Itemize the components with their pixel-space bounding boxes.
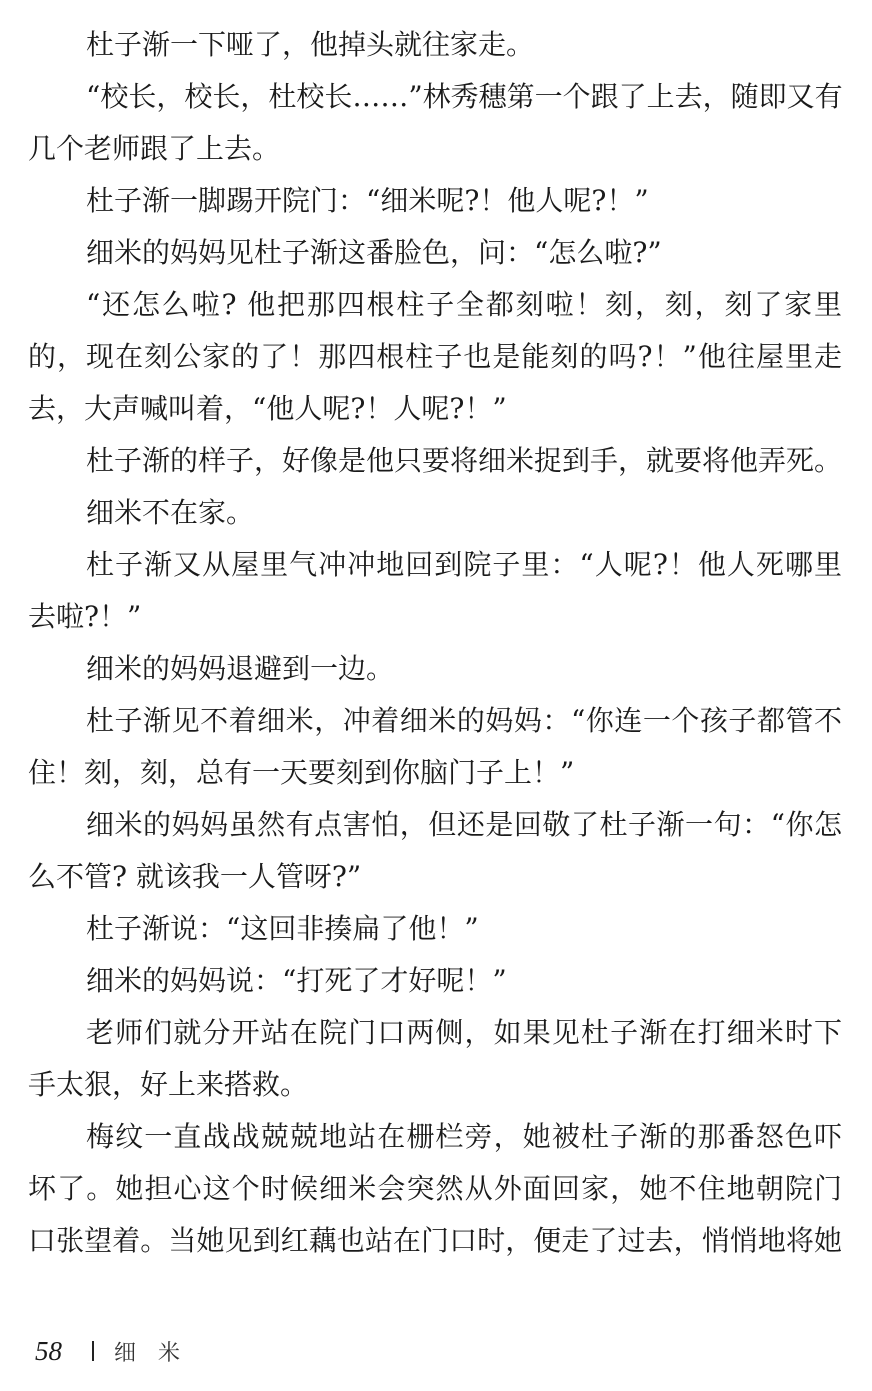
text-line: 去啦?！” <box>28 600 142 633</box>
paragraph <box>28 19 842 71</box>
paragraph <box>28 487 842 539</box>
paragraph <box>28 799 842 903</box>
paragraph <box>28 227 842 279</box>
paragraph <box>28 435 842 487</box>
paragraph <box>28 175 842 227</box>
text-line: 老师们就分开站在院门口两侧，如果见杜子渐在打细米时下 <box>86 1016 842 1049</box>
text-line: 梅纹一直战战兢兢地站在栅栏旁，她被杜子渐的那番怒色吓 <box>86 1120 842 1153</box>
page-footer <box>35 1333 202 1369</box>
text-line: 杜子渐一下哑了，他掉头就往家走。 <box>86 28 535 61</box>
running-title: 细米 <box>114 1340 203 1366</box>
paragraph <box>28 695 842 799</box>
text-line: 杜子渐见不着细米，冲着细米的妈妈：“你连一个孩子都管不 <box>86 704 842 737</box>
text-line: 杜子渐一脚踢开院门：“细米呢?！他人呢?！” <box>86 184 649 217</box>
footer-divider <box>92 1341 94 1361</box>
paragraph <box>28 1111 842 1267</box>
text-line: 手太狠，好上来搭救。 <box>28 1068 309 1101</box>
paragraph <box>28 1007 842 1111</box>
text-line: 几个老师跟了上去。 <box>28 132 281 165</box>
page-number: 58 <box>35 1335 62 1366</box>
text-line: 口张望着。当她见到红藕也站在门口时，便走了过去，悄悄地将她 <box>28 1224 842 1257</box>
text-line: “校长，校长，杜校长……”林秀穗第一个跟了上去，随即又有 <box>86 80 843 113</box>
text-line: 细米的妈妈虽然有点害怕，但还是回敬了杜子渐一句：“你怎 <box>86 808 842 841</box>
text-line: 细米的妈妈说：“打死了才好呢！” <box>86 964 507 997</box>
text-line: 杜子渐又从屋里气冲冲地回到院子里：“人呢?！他人死哪里 <box>86 548 842 581</box>
text-line: 细米的妈妈退避到一边。 <box>86 652 395 685</box>
text-line: 细米的妈妈见杜子渐这番脸色，问：“怎么啦?” <box>86 236 662 269</box>
paragraph <box>28 279 842 435</box>
text-line: 杜子渐的样子，好像是他只要将细米捉到手，就要将他弄死。 <box>86 444 843 477</box>
text-line: 去，大声喊叫着，“他人呢?！人呢?！” <box>28 392 507 425</box>
text-line: 住！刻，刻，总有一天要刻到你脑门子上！” <box>28 756 575 789</box>
text-line: 坏了。她担心这个时候细米会突然从外面回家，她不住地朝院门 <box>28 1172 842 1205</box>
text-line: 么不管? 就该我一人管呀?” <box>28 860 362 893</box>
text-line: 的，现在刻公家的了！那四根柱子也是能刻的吗?！”他往屋里走 <box>28 340 842 373</box>
paragraph <box>28 643 842 695</box>
text-line: “还怎么啦? 他把那四根柱子全都刻啦！刻，刻，刻了家里 <box>86 288 842 321</box>
text-line: 杜子渐说：“这回非揍扁了他！” <box>86 912 479 945</box>
paragraph <box>28 71 842 175</box>
paragraph <box>28 903 842 955</box>
text-line: 细米不在家。 <box>86 496 255 529</box>
paragraph <box>28 955 842 1007</box>
paragraph <box>28 539 842 643</box>
body-text <box>28 19 842 1267</box>
